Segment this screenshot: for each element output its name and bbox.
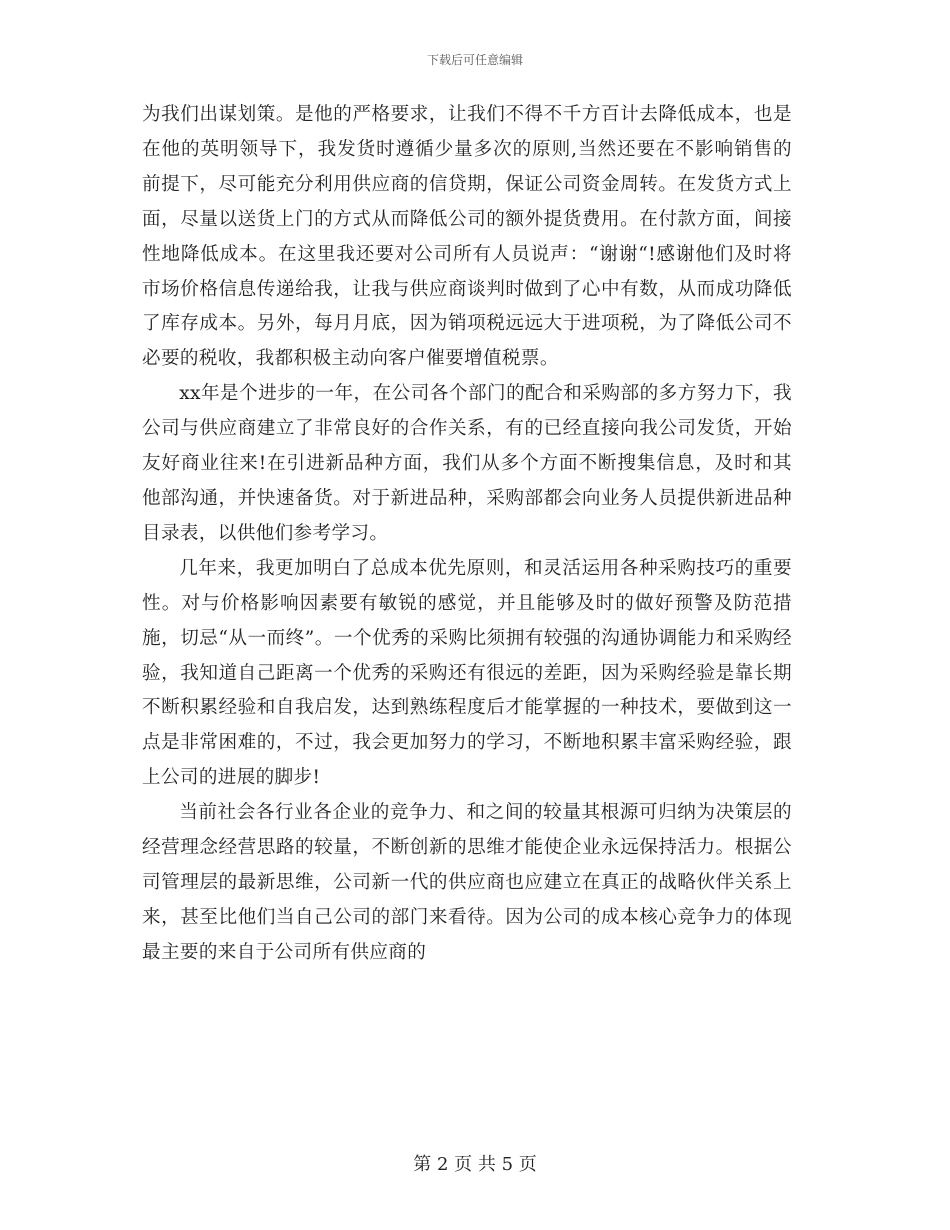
paragraph-continuation: 为我们出谋划策。是他的严格要求，让我们不得不千方百计去降低成本，也是在他的英明领导下，我发货时遵循少量多次的原则,当然还要在不影响销售的前提下，尽可能充分利用供应商的信贷期，保证公司资金周转。在发货方式上面，尽量以送货上门的方式从而降低公司的额外提货费用。在付款方面，间接性地降低成本。在这里我还要对公司所有人员说声：“谢谢“!感谢他们及时将市场价格信息传递给我，让我与供应商谈判时做到了心中有数，从而成功降低了库存成本。另外，每月月底，因为销项税远远大于进项税，为了降低公司不必要的税收，我都积极主动向客户催要增值税票。 [142,104,792,370]
document-body [142,98,792,971]
paragraph-competition: 当前社会各行业各企业的竞争力、和之间的较量其根源可归纳为决策层的经营理念经营思路的较量，不断创新的思维才能使企业永远保持活力。根据公司管理层的最新思维，公司新一代的供应商也应建立在真正的战略伙伴关系上来，甚至比他们当自己公司的部门来看待。因为公司的成本核心竞争力的体现最主要的来自于公司所有供应商的 [142,802,792,963]
page-header-note: 下载后可任意编辑 [426,53,523,67]
page-number: 第 2 页 共 5 页 [413,1154,537,1175]
paragraph-cost-principle: 几年来，我更加明白了总成本优先原则，和灵活运用各种采购技巧的重要性。对与价格影响因素要有敏锐的感觉，并且能够及时的做好预警及防范措施，切忌“从一而终”。一个优秀的采购比须拥有较强的沟通协调能力和采购经验，我知道自己距离一个优秀的采购还有很远的差距，因为采购经验是靠长期不断积累经验和自我启发，达到熟练程度后才能掌握的一种技术，要做到这一点是非常困难的，不过，我会更加努力的学习，不断地积累丰富采购经验，跟上公司的进展的脚步! [142,557,792,789]
paragraph-supplier-relations: xx年是个进步的一年，在公司各个部门的配合和采购部的多方努力下，我公司与供应商建立了非常良好的合作关系，有的已经直接向我公司发货，开始友好商业往来!在引进新品种方面，我们从多个方面不断搜集信息，及时和其他部沟通，并快速备货。对于新进品种，采购部都会向业务人员提供新进品种目录表，以供他们参考学习。 [142,383,792,544]
